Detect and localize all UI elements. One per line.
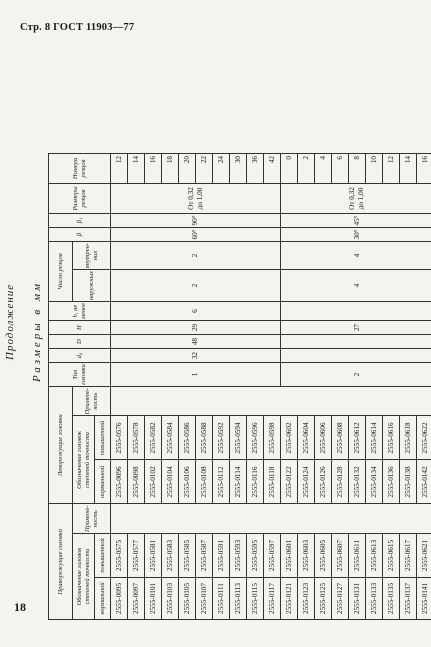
right-normal-cell: 2555-0137 [400,578,417,620]
group-beta1-cell: 45° [281,213,431,227]
thread-no-cell: 2 [298,153,315,183]
left-elevated-cell: 2555-0606 [315,416,332,460]
col-h: h, не менее [49,302,111,321]
group-H-cell: 29 [111,321,281,335]
group-d0-cell: 32 [111,349,281,363]
right-application-cell [264,504,281,534]
right-elevated-cell: 2555-0575 [111,534,128,578]
right-elevated-cell: 2555-0583 [162,534,179,578]
left-normal-cell: 2555-0118 [264,460,281,504]
left-normal-cell: 2555-0098 [128,460,145,504]
left-elevated-cell: 2555-0584 [162,416,179,460]
rotated-table-block [4,60,429,620]
left-normal-cell: 2555-0136 [383,460,400,504]
right-elevated-cell: 2555-0585 [179,534,196,578]
page-header: Стр. 8 ГОСТ 11903—77 [20,22,135,33]
group-h-cell: 6 [111,302,281,321]
thread-no-cell: 0 [281,153,298,183]
thread-no-cell: 12 [111,153,128,183]
group-outer-cell: 4 [281,270,431,302]
right-normal-cell: 2555-0133 [366,578,383,620]
thread-no-cell: 14 [400,153,417,183]
col-outer: наружных [73,270,111,302]
thread-no-cell: 20 [179,153,196,183]
group-size-cell: От 0,32 до 1,00 [111,183,281,213]
left-application-cell [400,386,417,416]
left-application-cell [179,386,196,416]
group-beta-cell: 30° [281,227,431,241]
right-normal-cell: 2555-0103 [162,578,179,620]
left-elevated-cell: 2555-0598 [264,416,281,460]
left-application-cell [298,386,315,416]
right-normal-cell: 2555-0127 [332,578,349,620]
left-application-cell [366,386,383,416]
table-title: Размеры в мм [31,281,43,382]
thread-no-cell: 16 [145,153,162,183]
left-normal-cell: 2555-0134 [366,460,383,504]
left-normal-cell: 2555-0138 [400,460,417,504]
left-elevated-cell: 2555-0588 [196,416,213,460]
left-elevated-cell: 2555-0616 [383,416,400,460]
right-normal-cell: 2555-0131 [349,578,366,620]
col-inner: внутрен-них [73,241,111,269]
left-elevated-cell: 2555-0586 [179,416,196,460]
right-normal-cell: 2555-0095 [111,578,128,620]
left-elevated-cell: 2555-0578 [128,416,145,460]
col-beta1: β₁ [49,213,111,227]
right-elevated-cell: 2555-0611 [349,534,366,578]
left-application-cell [230,386,247,416]
right-application-cell [247,504,264,534]
left-elevated-cell: 2555-0608 [332,416,349,460]
thread-no-cell: 10 [366,153,383,183]
right-elevated-cell: 2555-0605 [315,534,332,578]
right-normal-cell: 2555-0113 [230,578,247,620]
right-elevated-cell: 2555-0603 [298,534,315,578]
left-application-cell [162,386,179,416]
right-normal-cell: 2555-0123 [298,578,315,620]
right-application-header: Примене-ность [73,504,111,534]
right-normal-cell: 2555-0135 [383,578,400,620]
right-elevated-cell: 2555-0577 [128,534,145,578]
left-application-cell [128,386,145,416]
group-beta-cell: 60° [111,227,281,241]
right-normal-cell: 2555-0141 [417,578,431,620]
thread-no-cell: 18 [162,153,179,183]
right-designation-header: Обозначение головок степеней точности [73,534,95,620]
right-application-cell [417,504,431,534]
right-application-cell [145,504,162,534]
table-row [111,153,128,619]
left-group-header: Леворежущие головки [49,386,73,504]
group-H-cell: 27 [281,321,431,335]
left-normal-cell: 2555-0096 [111,460,128,504]
left-application-cell [383,386,400,416]
left-designation-header: Обозначение головок степеней точности [73,416,95,504]
right-application-cell [366,504,383,534]
page-number: 18 [14,600,26,614]
right-elevated-cell: 2555-0615 [383,534,400,578]
col-D: D [49,335,111,349]
right-application-cell [298,504,315,534]
group-type-cell: 1 [111,363,281,387]
left-normal-cell: 2555-0124 [298,460,315,504]
col-head-type: Тип головки [49,363,111,387]
right-application-cell [128,504,145,534]
right-elevated-cell: 2555-0621 [417,534,431,578]
right-application-cell [230,504,247,534]
left-normal-cell: 2555-0112 [213,460,230,504]
left-application-cell [145,386,162,416]
thread-no-cell: 24 [213,153,230,183]
left-application-cell [247,386,264,416]
left-normal-cell: 2555-0122 [281,460,298,504]
col-left-normal: нормальной [95,460,111,504]
right-normal-cell: 2555-0115 [247,578,264,620]
table-row [281,153,298,619]
left-application-cell [349,386,366,416]
left-elevated-cell: 2555-0576 [111,416,128,460]
left-elevated-cell: 2555-0596 [247,416,264,460]
col-thread-no: Номера резцов [49,153,111,183]
right-application-cell [281,504,298,534]
right-application-cell [196,504,213,534]
continuation-label: Продолжение [4,283,16,360]
right-elevated-cell: 2555-0595 [247,534,264,578]
right-application-cell [332,504,349,534]
thread-no-cell: 30 [230,153,247,183]
thread-no-cell: 22 [196,153,213,183]
right-normal-cell: 2555-0125 [315,578,332,620]
left-normal-cell: 2555-0108 [196,460,213,504]
right-application-cell [349,504,366,534]
right-elevated-cell: 2555-0593 [230,534,247,578]
right-application-cell [315,504,332,534]
left-application-cell [213,386,230,416]
left-elevated-cell: 2555-0582 [145,416,162,460]
right-normal-cell: 2555-0111 [213,578,230,620]
left-application-header: Примене-ность [73,386,111,416]
left-application-cell [332,386,349,416]
col-cutter-size: Размеры резцов [49,183,111,213]
dimensions-table [48,153,431,620]
right-application-cell [111,504,128,534]
left-elevated-cell: 2555-0594 [230,416,247,460]
right-normal-cell: 2555-0107 [196,578,213,620]
left-normal-cell: 2555-0114 [230,460,247,504]
group-d0-cell [281,349,431,363]
left-elevated-cell: 2555-0614 [366,416,383,460]
group-size-cell: От 0,32 до 1,00 [281,183,431,213]
right-normal-cell: 2555-0097 [128,578,145,620]
right-application-cell [213,504,230,534]
right-elevated-cell: 2555-0597 [264,534,281,578]
right-normal-cell: 2555-0117 [264,578,281,620]
right-group-header: Праворежущие головки [49,504,73,620]
left-normal-cell: 2555-0116 [247,460,264,504]
col-d0: d₀ [49,349,111,363]
group-inner-cell: 2 [111,241,281,269]
group-inner-cell: 4 [281,241,431,269]
thread-no-cell: 8 [349,153,366,183]
group-beta1-cell: 90° [111,213,281,227]
right-normal-cell: 2555-0121 [281,578,298,620]
left-elevated-cell: 2555-0604 [298,416,315,460]
right-application-cell [162,504,179,534]
left-elevated-cell: 2555-0618 [400,416,417,460]
left-normal-cell: 2555-0132 [349,460,366,504]
group-D-cell: 48 [111,335,281,349]
right-elevated-cell: 2555-0617 [400,534,417,578]
group-D-cell [281,335,431,349]
left-application-cell [264,386,281,416]
left-elevated-cell: 2555-0622 [417,416,431,460]
right-application-cell [400,504,417,534]
thread-no-cell: 12 [383,153,400,183]
left-application-cell [417,386,431,416]
cutters-count-header: Число резцов [49,241,73,301]
col-right-normal: нормальной [95,578,111,620]
left-elevated-cell: 2555-0592 [213,416,230,460]
left-elevated-cell: 2555-0602 [281,416,298,460]
thread-no-cell: 16 [417,153,431,183]
left-application-cell [281,386,298,416]
right-application-cell [383,504,400,534]
left-application-cell [196,386,213,416]
thread-no-cell: 4 [315,153,332,183]
col-right-elevated: повышенной [95,534,111,578]
right-normal-cell: 2555-0101 [145,578,162,620]
left-normal-cell: 2555-0102 [145,460,162,504]
thread-no-cell: 6 [332,153,349,183]
right-elevated-cell: 2555-0613 [366,534,383,578]
group-h-cell [281,302,431,321]
right-elevated-cell: 2555-0581 [145,534,162,578]
left-normal-cell: 2555-0126 [315,460,332,504]
col-left-elevated: повышенной [95,416,111,460]
col-H: H [49,321,111,335]
left-normal-cell: 2555-0142 [417,460,431,504]
thread-no-cell: 14 [128,153,145,183]
left-normal-cell: 2555-0106 [179,460,196,504]
right-normal-cell: 2555-0105 [179,578,196,620]
left-normal-cell: 2555-0104 [162,460,179,504]
left-normal-cell: 2555-0128 [332,460,349,504]
right-elevated-cell: 2555-0587 [196,534,213,578]
right-elevated-cell: 2555-0591 [213,534,230,578]
col-beta: β [49,227,111,241]
thread-no-cell: 42 [264,153,281,183]
thread-no-cell: 36 [247,153,264,183]
left-application-cell [315,386,332,416]
right-application-cell [179,504,196,534]
right-elevated-cell: 2555-0601 [281,534,298,578]
right-elevated-cell: 2555-0607 [332,534,349,578]
left-elevated-cell: 2555-0612 [349,416,366,460]
group-outer-cell: 2 [111,270,281,302]
left-application-cell [111,386,128,416]
group-type-cell: 2 [281,363,431,387]
